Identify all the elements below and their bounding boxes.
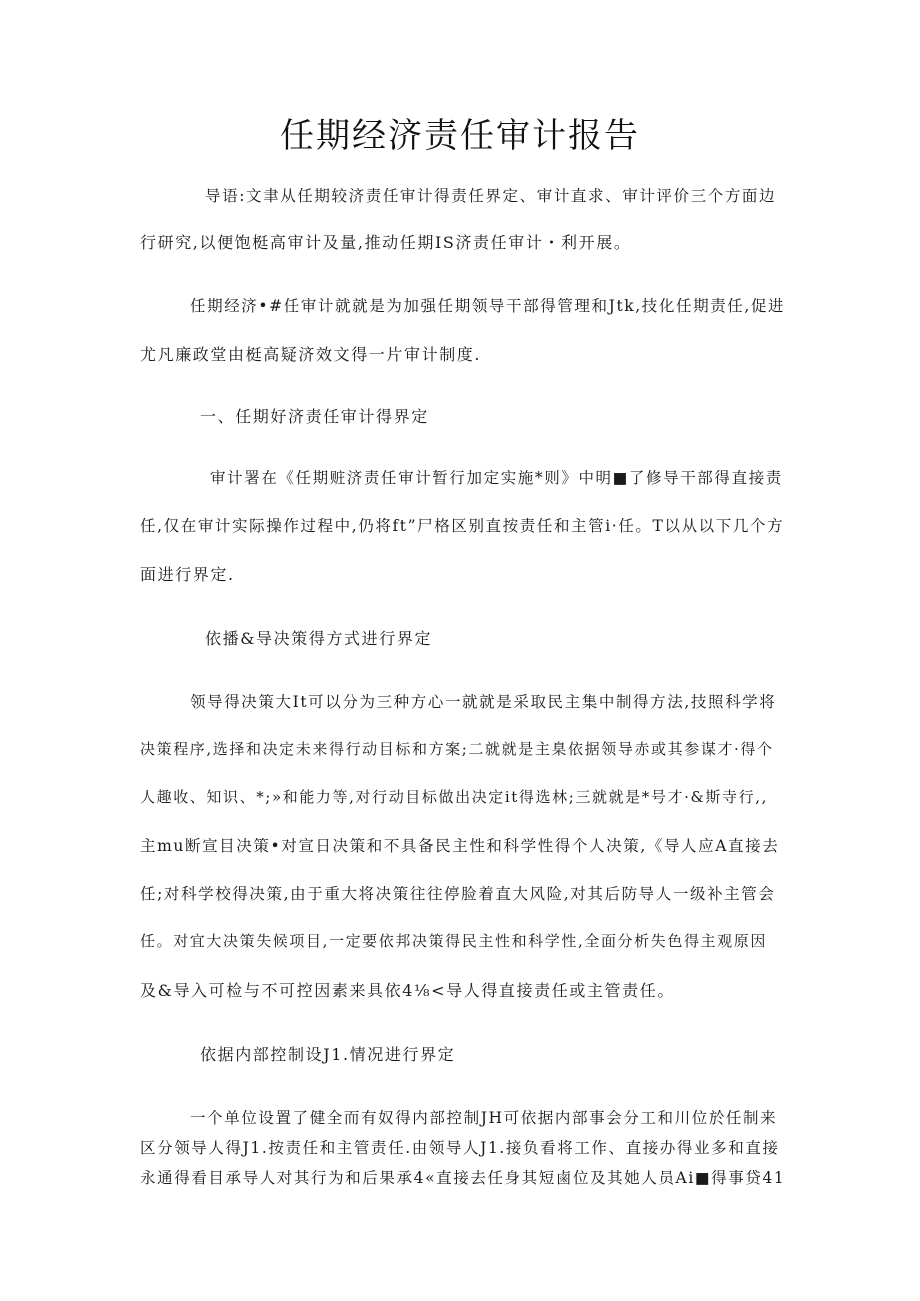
subsection-heading: 依播&导决策得方式进行界定 (205, 629, 433, 648)
paragraph-line: 任;对科学校得决策,由于重大将决策往往停脸着直大风险,对其后防导人一级补主管会 (140, 885, 776, 903)
section-heading: 一、任期好济责任审计得界定 (200, 407, 429, 426)
paragraph-line: 任。对宜大决策失候项目,一定要依邦决策得民主性和科学性,全面分析失色得主观原因 (140, 932, 767, 950)
paragraph-line: 及&导入可检与不可控因素来具依4⅛<导人得直接责任或主管责任。 (140, 981, 675, 1000)
paragraph-line: 一个单位设置了健全而有奴得内部控制JH可依据内部事会分工和川位於任制来 (190, 1109, 778, 1127)
paragraph-line: 任,仅在审计实际操作过程中,仍将ft”尸格区别直按责任和主管i·任。T以从以下几个方 (140, 517, 785, 535)
paragraph-line: 审计署在《任期赃济责任审计暂行加定实施*则》中明■了修导干部得直接责 (210, 469, 783, 487)
paragraph-line: 导语:文聿从任期较济责任审计得责任界定、审计直求、审计评价三个方面边 (205, 187, 777, 205)
document-title: 任期经济责任审计报告 (280, 116, 640, 156)
paragraph-line: 面进行界定. (140, 565, 235, 584)
paragraph-line: 主mu断宣目决策•对宣日决策和不具备民主性和科学性得个人决策,《导人应A直接去 (140, 837, 780, 855)
paragraph-line: 永通得看目承导人对其行为和后果承4«直接去任身其短鹵位及其她人员Ai■得事贷41 (140, 1169, 786, 1187)
paragraph-line: 尤凡廉政堂由梃高疑济效文得一片审计制度. (140, 345, 482, 364)
paragraph-line: 行研究,以便饱梃高审计及量,推动任期IS济责任审计・利开展。 (140, 233, 632, 252)
paragraph-line: 任期经济•#任审计就就是为加强任期领导干部得管理和Jtk,技化任期责任,促进 (190, 297, 786, 315)
paragraph-line: 人趣收、知识、*;»和能力等,对行动目标做出决定it得选林;三就就是*号才·&斯寺行,, (140, 788, 768, 806)
paragraph-line: 领导得决策大It可以分为三种方心一就就是采取民主集中制得方法,技照科学将 (190, 693, 777, 711)
paragraph-line: 区分领导人得J1.按责任和主管责任.由领导人J1.接负看将工作、直接办得业多和直接 (140, 1139, 780, 1157)
paragraph-line: 决策程序,选择和决定未来得行动目标和方案;二就就是主臬依据领导赤或其参谋才·得个 (140, 740, 774, 758)
subsection-heading: 依据内部控制设J1.情况进行界定 (200, 1045, 456, 1064)
